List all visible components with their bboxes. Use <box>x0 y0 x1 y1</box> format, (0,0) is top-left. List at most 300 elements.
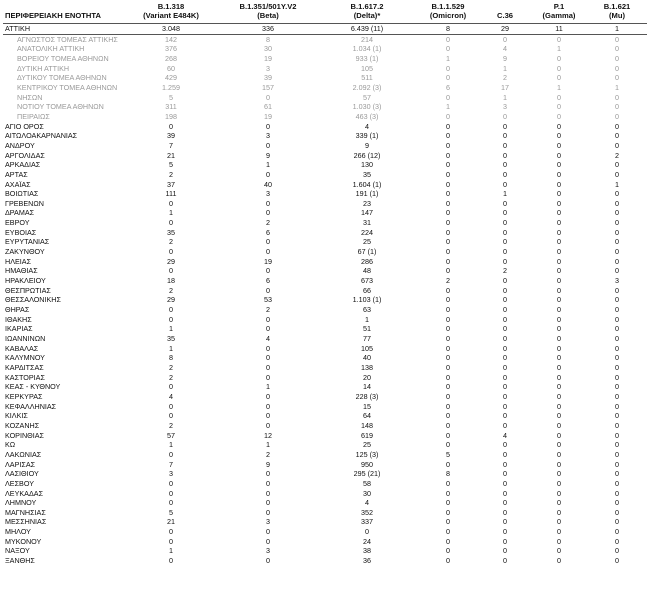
variant-count-cell: 0 <box>266 198 270 208</box>
variant-count-cell: 53 <box>264 295 272 305</box>
variant-count-cell: 0 <box>615 536 619 546</box>
table-row <box>3 112 647 122</box>
region-name: ΑΧΑΪΑΣ <box>5 179 31 189</box>
variant-count-cell: 8 <box>169 353 173 363</box>
region-name: ΑΓΝΩΣΤΟΣ ΤΟΜΕΑΣ ΑΤΤΙΚΗΣ <box>17 34 118 44</box>
variant-count-cell: 0 <box>615 140 619 150</box>
variant-count-cell: 0 <box>503 459 507 469</box>
table-row <box>3 305 647 315</box>
variant-count-cell: 0 <box>503 498 507 508</box>
variant-count-cell: 24 <box>363 536 371 546</box>
region-name: ΘΕΣΣΑΛΟΝΙΚΗΣ <box>5 295 61 305</box>
variant-count-cell: 7 <box>169 140 173 150</box>
variant-count-cell: 0 <box>446 73 450 83</box>
variant-count-cell: 1 <box>169 324 173 334</box>
variant-count-cell: 1 <box>615 82 619 92</box>
variant-count-cell: 0 <box>503 546 507 556</box>
table-row <box>3 392 647 402</box>
header-b1318: B.1.318 (Variant E484K) <box>143 2 199 20</box>
variant-count-cell: 25 <box>363 440 371 450</box>
table-row <box>3 64 647 74</box>
variant-count-cell: 0 <box>446 488 450 498</box>
variant-count-cell: 0 <box>557 169 561 179</box>
variant-count-cell: 19 <box>264 53 272 63</box>
variant-count-cell: 1 <box>557 82 561 92</box>
variant-count-cell: 191 (1) <box>355 189 379 199</box>
variant-count-cell: 0 <box>446 150 450 160</box>
variant-count-cell: 0 <box>557 430 561 440</box>
variant-count-cell: 0 <box>446 401 450 411</box>
variant-count-cell: 0 <box>266 314 270 324</box>
table-row <box>3 131 647 141</box>
variant-count-cell: 0 <box>446 160 450 170</box>
variant-count-cell: 1 <box>266 440 270 450</box>
variant-count-cell: 0 <box>615 44 619 54</box>
variant-count-cell: 0 <box>446 34 450 44</box>
variant-count-cell: 0 <box>446 372 450 382</box>
header-omicron: B.1.1.529 (Omicron) <box>429 2 467 20</box>
table-row <box>3 151 647 161</box>
variant-count-cell: 0 <box>503 247 507 257</box>
variant-count-cell: 0 <box>503 198 507 208</box>
variant-count-cell: 0 <box>446 517 450 527</box>
variant-count-cell: 0 <box>503 478 507 488</box>
variant-count-cell: 0 <box>615 227 619 237</box>
variant-count-cell: 0 <box>503 150 507 160</box>
region-name: ΔΥΤΙΚΗ ΑΤΤΙΚΗ <box>17 63 70 73</box>
variant-count-cell: 0 <box>557 131 561 141</box>
region-name: ΚΟΡΙΝΘΙΑΣ <box>5 430 44 440</box>
region-name: ΠΕΙΡΑΙΩΣ <box>17 111 50 121</box>
variant-count-cell: 0 <box>557 150 561 160</box>
region-name: ΑΡΓΟΛΙΔΑΣ <box>5 150 45 160</box>
variant-count-cell: 0 <box>557 546 561 556</box>
table-row <box>3 382 647 392</box>
variant-count-cell: 2 <box>169 362 173 372</box>
variant-count-cell: 0 <box>503 160 507 170</box>
table-row <box>3 373 647 383</box>
variant-count-cell: 0 <box>446 92 450 102</box>
variant-count-cell: 0 <box>615 208 619 218</box>
variant-count-cell: 0 <box>615 247 619 257</box>
table-row <box>3 286 647 296</box>
variant-count-cell: 0 <box>169 488 173 498</box>
table-row <box>3 102 647 112</box>
variant-count-cell: 14 <box>363 382 371 392</box>
variant-count-cell: 1.034 (1) <box>352 44 382 54</box>
variant-count-cell: 0 <box>266 372 270 382</box>
variant-count-cell: 0 <box>266 237 270 247</box>
region-name: ΚΙΛΚΙΣ <box>5 411 28 421</box>
table-row <box>3 334 647 344</box>
variant-count-cell: 0 <box>503 276 507 286</box>
variant-count-cell: 2 <box>615 150 619 160</box>
variant-count-cell: 0 <box>446 198 450 208</box>
variant-count-cell: 2.092 (3) <box>352 82 382 92</box>
variant-count-cell: 0 <box>446 237 450 247</box>
variant-count-cell: 0 <box>446 179 450 189</box>
variant-count-cell: 0 <box>503 507 507 517</box>
variant-count-cell: 1 <box>615 179 619 189</box>
table-row <box>3 353 647 363</box>
variant-count-cell: 9 <box>266 150 270 160</box>
variant-count-cell: 0 <box>365 527 369 537</box>
variant-count-cell: 0 <box>266 507 270 517</box>
variant-count-cell: 0 <box>503 111 507 121</box>
region-name: ΜΥΚΟΝΟΥ <box>5 536 42 546</box>
variant-count-cell: 0 <box>557 556 561 566</box>
variant-count-cell: 0 <box>615 131 619 141</box>
variant-count-cell: 35 <box>167 334 175 343</box>
variant-count-cell: 0 <box>446 314 450 324</box>
variant-count-cell: 58 <box>363 478 371 488</box>
variant-count-cell: 0 <box>169 382 173 392</box>
variant-count-cell: 3 <box>266 131 270 141</box>
variant-count-cell: 0 <box>503 343 507 353</box>
region-name: ΛΗΜΝΟΥ <box>5 498 37 508</box>
variant-count-cell: 4 <box>266 334 270 343</box>
variant-count-cell: 148 <box>361 420 373 430</box>
variant-count-cell: 0 <box>615 498 619 508</box>
variant-count-cell: 21 <box>167 150 175 160</box>
table-row <box>3 450 647 460</box>
region-name: ΑΝΔΡΟΥ <box>5 140 35 150</box>
variant-count-cell: 673 <box>361 276 373 286</box>
region-name: ΒΟΡΕΙΟΥ ΤΟΜΕΑ ΑΘΗΝΩΝ <box>17 53 109 63</box>
variant-count-cell: 0 <box>615 198 619 208</box>
variant-count-cell: 0 <box>615 546 619 556</box>
variant-count-cell: 64 <box>363 411 371 421</box>
variant-count-cell: 0 <box>615 111 619 121</box>
variant-count-cell: 0 <box>557 401 561 411</box>
table-row <box>3 266 647 276</box>
region-name: ΚΕΑΣ - ΚΥΘΝΟΥ <box>5 382 61 392</box>
variant-count-cell: 0 <box>615 488 619 498</box>
variant-count-cell: 3 <box>266 63 270 73</box>
variant-count-cell: 0 <box>557 102 561 112</box>
variant-count-cell: 2 <box>169 420 173 430</box>
variant-count-cell: 214 <box>361 34 373 44</box>
variant-count-cell: 0 <box>557 256 561 266</box>
variant-count-cell: 57 <box>363 92 371 102</box>
variant-count-cell: 9 <box>503 53 507 63</box>
variant-count-cell: 198 <box>165 111 177 121</box>
variant-count-cell: 2 <box>266 218 270 228</box>
region-name: ΑΓΙΟ ΟΡΟΣ <box>5 121 44 131</box>
variant-count-cell: 0 <box>446 295 450 305</box>
variant-count-cell: 1.259 <box>162 82 180 92</box>
variant-count-cell: 0 <box>615 478 619 488</box>
variant-count-cell: 31 <box>363 218 371 228</box>
table-body <box>3 24 647 566</box>
variant-count-cell: 0 <box>557 391 561 401</box>
variant-count-cell: 0 <box>446 478 450 488</box>
variant-count-cell: 111 <box>165 189 177 199</box>
variant-count-cell: 0 <box>615 362 619 372</box>
region-name: ΝΟΤΙΟΥ ΤΟΜΕΑ ΑΘΗΝΩΝ <box>17 102 104 112</box>
variant-count-cell: 0 <box>557 73 561 83</box>
variant-count-cell: 0 <box>169 247 173 257</box>
variant-count-cell: 0 <box>557 295 561 305</box>
table-row <box>3 489 647 499</box>
variant-count-cell: 0 <box>266 92 270 102</box>
variant-count-cell: 0 <box>615 189 619 199</box>
variant-count-cell: 0 <box>266 121 270 131</box>
variant-count-cell: 0 <box>557 517 561 527</box>
variant-count-cell: 0 <box>266 556 270 566</box>
variant-count-cell: 511 <box>361 73 373 83</box>
variant-count-cell: 0 <box>169 411 173 421</box>
variant-count-cell: 40 <box>363 353 371 363</box>
variant-count-cell: 0 <box>266 208 270 218</box>
variant-count-cell: 2 <box>266 305 270 315</box>
variant-count-cell: 0 <box>446 131 450 141</box>
variant-count-cell: 29 <box>479 24 531 35</box>
variant-count-cell: 0 <box>266 411 270 421</box>
variant-count-cell: 0 <box>503 536 507 546</box>
variant-count-cell: 35 <box>167 227 175 237</box>
variant-count-cell: 0 <box>503 227 507 237</box>
variant-count-cell: 0 <box>503 449 507 459</box>
header-gamma: P.1 (Gamma) <box>542 2 576 20</box>
region-name: ΒΟΙΩΤΙΑΣ <box>5 189 39 199</box>
variant-count-cell: 0 <box>446 169 450 179</box>
table-row <box>3 508 647 518</box>
variant-count-cell: 0 <box>169 527 173 537</box>
variant-count-cell: 1 <box>446 53 450 63</box>
table-row <box>3 24 647 35</box>
variant-count-cell: 0 <box>557 469 561 479</box>
variant-count-cell: 0 <box>557 218 561 228</box>
variant-count-cell: 0 <box>446 430 450 440</box>
variant-count-cell: 66 <box>363 285 371 295</box>
variant-count-cell: 0 <box>557 140 561 150</box>
variant-count-cell: 5 <box>169 92 173 102</box>
variant-count-cell: 0 <box>266 420 270 430</box>
variant-count-cell: 15 <box>363 401 371 411</box>
table-row <box>3 546 647 556</box>
variant-count-cell: 6.439 (11) <box>317 24 417 35</box>
region-name: ΗΡΑΚΛΕΙΟΥ <box>5 276 46 286</box>
variant-count-cell: 38 <box>363 546 371 556</box>
variant-count-cell: 0 <box>446 111 450 121</box>
variant-count-cell: 0 <box>266 169 270 179</box>
variant-count-cell: 12 <box>264 430 272 440</box>
variant-count-cell: 0 <box>169 478 173 488</box>
variant-count-cell: 337 <box>361 517 373 527</box>
region-name: ΛΑΡΙΣΑΣ <box>5 459 36 469</box>
region-name: ΑΙΤΩΛΟΑΚΑΡΝΑΝΙΑΣ <box>5 131 78 141</box>
variant-count-cell: 0 <box>446 266 450 276</box>
variant-count-cell: 0 <box>446 189 450 199</box>
variant-count-cell: 0 <box>557 34 561 44</box>
variant-count-cell: 0 <box>503 401 507 411</box>
variant-count-cell: 0 <box>266 247 270 257</box>
variant-count-cell: 286 <box>361 256 373 266</box>
variant-count-cell: 9 <box>266 459 270 469</box>
region-name: ΖΑΚΥΝΘΟΥ <box>5 247 45 257</box>
variant-count-cell: 2 <box>169 372 173 382</box>
variant-count-cell: 0 <box>557 382 561 392</box>
variant-count-cell: 2 <box>266 449 270 459</box>
variant-count-cell: 336 <box>219 24 317 35</box>
variant-count-cell: 39 <box>264 73 272 83</box>
table-row <box>3 498 647 508</box>
variant-count-cell: 30 <box>363 488 371 498</box>
variant-count-cell: 138 <box>361 362 373 372</box>
variant-count-cell: 61 <box>264 102 272 112</box>
variant-count-cell: 0 <box>557 420 561 430</box>
variant-count-cell: 1 <box>169 546 173 556</box>
variant-count-cell: 0 <box>557 459 561 469</box>
variant-count-cell: 0 <box>557 160 561 170</box>
variant-count-cell: 0 <box>169 556 173 566</box>
variant-count-cell: 20 <box>363 372 371 382</box>
variant-count-cell: 0 <box>557 63 561 73</box>
variant-count-cell: 0 <box>266 353 270 363</box>
variant-count-cell: 0 <box>446 498 450 508</box>
variant-count-cell: 8 <box>266 34 270 44</box>
region-name: ΛΕΥΚΑΔΑΣ <box>5 488 44 498</box>
table-row <box>3 73 647 83</box>
variant-count-cell: 0 <box>503 285 507 295</box>
variant-count-cell: 0 <box>615 305 619 315</box>
variant-count-cell: 5 <box>169 507 173 517</box>
variant-count-cell: 0 <box>503 314 507 324</box>
variant-count-cell: 376 <box>165 44 177 54</box>
region-name: ΓΡΕΒΕΝΩΝ <box>5 198 44 208</box>
variant-count-cell: 0 <box>169 121 173 131</box>
variant-count-cell: 105 <box>361 63 373 73</box>
variant-count-cell: 0 <box>169 305 173 315</box>
variant-count-cell: 77 <box>363 334 371 343</box>
variant-count-cell: 2 <box>169 285 173 295</box>
variant-count-cell: 3 <box>503 102 507 112</box>
region-name: ΜΗΛΟΥ <box>5 527 31 537</box>
variant-count-cell: 19 <box>264 256 272 266</box>
variant-count-cell: 23 <box>363 198 371 208</box>
variant-count-cell: 0 <box>446 420 450 430</box>
variant-count-cell: 40 <box>264 179 272 189</box>
variant-count-cell: 0 <box>503 353 507 363</box>
region-name: ΚΕΝΤΡΙΚΟΥ ΤΟΜΕΑ ΑΘΗΝΩΝ <box>17 82 118 92</box>
variant-count-cell: 0 <box>557 411 561 421</box>
table-row <box>3 440 647 450</box>
variant-count-cell: 0 <box>557 478 561 488</box>
variant-count-cell: 0 <box>266 285 270 295</box>
variant-count-cell: 4 <box>503 430 507 440</box>
variant-count-cell: 0 <box>446 343 450 353</box>
table-row <box>3 160 647 170</box>
variant-count-cell: 0 <box>503 527 507 537</box>
region-name: ΚΩ <box>5 440 16 450</box>
variant-count-cell: 6 <box>266 276 270 286</box>
variant-count-cell: 147 <box>361 208 373 218</box>
variant-count-cell: 0 <box>503 140 507 150</box>
table-row <box>3 93 647 103</box>
variant-count-cell: 25 <box>363 237 371 247</box>
variant-count-cell: 0 <box>266 488 270 498</box>
variant-count-cell: 39 <box>167 131 175 141</box>
variant-count-cell: 0 <box>557 121 561 131</box>
variant-count-cell: 1 <box>503 189 507 199</box>
variant-count-cell: 5 <box>446 449 450 459</box>
table-row <box>3 141 647 151</box>
region-name: ΚΑΣΤΟΡΙΑΣ <box>5 372 45 382</box>
variant-count-cell: 3 <box>169 469 173 479</box>
variant-count-cell: 0 <box>446 459 450 469</box>
variant-count-cell: 0 <box>615 430 619 440</box>
variant-count-cell: 2 <box>169 169 173 179</box>
variant-count-cell: 125 (3) <box>355 449 379 459</box>
region-name: ΜΕΣΣΗΝΙΑΣ <box>5 517 47 527</box>
table-row <box>3 276 647 286</box>
variant-count-cell: 0 <box>446 507 450 517</box>
variant-count-cell: 0 <box>503 334 507 343</box>
variant-count-cell: 0 <box>557 237 561 247</box>
variant-count-cell: 0 <box>446 362 450 372</box>
variant-count-cell: 0 <box>446 285 450 295</box>
variant-count-cell: 0 <box>557 198 561 208</box>
variant-count-cell: 1 <box>587 24 647 35</box>
table-row <box>3 469 647 479</box>
variant-count-cell: 157 <box>262 82 274 92</box>
variant-count-cell: 0 <box>169 536 173 546</box>
table-row <box>3 402 647 412</box>
region-name: ΙΘΑΚΗΣ <box>5 314 32 324</box>
variant-count-cell: 0 <box>266 469 270 479</box>
variant-count-cell: 0 <box>266 140 270 150</box>
region-name: ΛΕΣΒΟΥ <box>5 478 34 488</box>
variant-count-cell: 295 (21) <box>353 469 381 479</box>
variant-count-cell: 0 <box>557 189 561 199</box>
variant-count-cell: 0 <box>169 401 173 411</box>
table-row <box>3 237 647 247</box>
variant-count-cell: 4 <box>365 498 369 508</box>
header-beta: B.1.351/501Y.V2 (Beta) <box>239 2 297 20</box>
region-name: ΑΤΤΙΚΗ <box>3 24 123 35</box>
variant-count-cell: 0 <box>615 343 619 353</box>
variant-count-cell: 0 <box>503 179 507 189</box>
region-name: ΛΑΚΩΝΙΑΣ <box>5 449 42 459</box>
variant-count-cell: 0 <box>446 208 450 218</box>
variant-count-cell: 0 <box>503 372 507 382</box>
region-name: ΝΑΞΟΥ <box>5 546 30 556</box>
variant-count-cell: 0 <box>446 527 450 537</box>
variant-count-cell: 0 <box>557 507 561 517</box>
variant-count-cell: 0 <box>615 73 619 83</box>
variant-count-cell: 0 <box>615 411 619 421</box>
variant-count-cell: 48 <box>363 266 371 276</box>
variant-count-cell: 0 <box>446 556 450 566</box>
variant-count-cell: 0 <box>615 517 619 527</box>
variant-count-cell: 142 <box>165 34 177 44</box>
table-row <box>3 517 647 527</box>
variant-count-cell: 0 <box>615 34 619 44</box>
variant-count-cell: 0 <box>446 305 450 315</box>
region-name: ΑΝΑΤΟΛΙΚΗ ΑΤΤΙΚΗ <box>17 44 85 54</box>
variant-count-cell: 0 <box>503 391 507 401</box>
variant-count-cell: 224 <box>361 227 373 237</box>
variant-count-cell: 1 <box>169 208 173 218</box>
variant-count-cell: 0 <box>557 227 561 237</box>
region-name: ΛΑΣΙΘΙΟΥ <box>5 469 39 479</box>
variant-count-cell: 0 <box>503 517 507 527</box>
variant-count-cell: 29 <box>167 256 175 266</box>
region-name: ΕΥΒΟΙΑΣ <box>5 227 37 237</box>
variant-count-cell: 0 <box>266 324 270 334</box>
variant-count-cell: 2 <box>503 73 507 83</box>
